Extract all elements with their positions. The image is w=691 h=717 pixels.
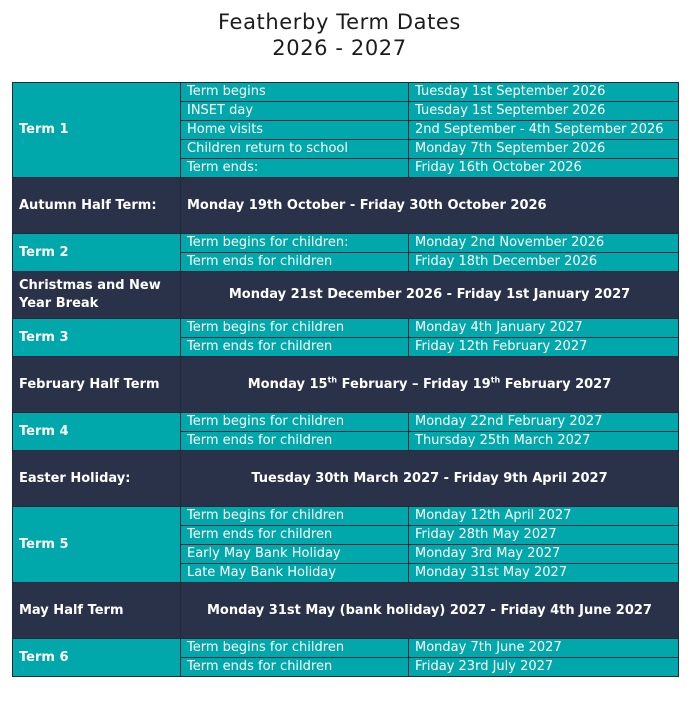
event-cell: Term ends for children bbox=[181, 432, 409, 451]
date-cell: Monday 22nd February 2027 bbox=[409, 413, 679, 432]
holiday-label: Autumn Half Term: bbox=[13, 178, 181, 234]
event-cell: Term ends: bbox=[181, 159, 409, 178]
table-row bbox=[13, 639, 679, 658]
event-cell: Term begins for children bbox=[181, 639, 409, 658]
holiday-label: Easter Holiday: bbox=[13, 451, 181, 507]
event-cell: Home visits bbox=[181, 121, 409, 140]
event-cell: Term begins for children: bbox=[181, 234, 409, 253]
holiday-dates bbox=[181, 357, 679, 413]
date-cell: Monday 7th September 2026 bbox=[409, 140, 679, 159]
event-cell: Term ends for children bbox=[181, 526, 409, 545]
page-header bbox=[0, 9, 679, 61]
holiday-row bbox=[13, 451, 679, 507]
date-cell: Friday 12th February 2027 bbox=[409, 338, 679, 357]
holiday-row bbox=[13, 178, 679, 234]
date-cell: Tuesday 1st September 2026 bbox=[409, 83, 679, 102]
date-cell: Monday 2nd November 2026 bbox=[409, 234, 679, 253]
term-label: Term 1 bbox=[13, 83, 181, 178]
event-cell: Term ends for children bbox=[181, 658, 409, 677]
term-label: Term 3 bbox=[13, 319, 181, 357]
table-row bbox=[13, 507, 679, 526]
event-cell: Term begins for children bbox=[181, 413, 409, 432]
term-dates-table bbox=[12, 82, 679, 677]
event-cell: Early May Bank Holiday bbox=[181, 545, 409, 564]
holiday-dates: Monday 31st May (bank holiday) 2027 - Friday 4th June 2027 bbox=[181, 583, 679, 639]
holiday-row bbox=[13, 357, 679, 413]
holiday-label: May Half Term bbox=[13, 583, 181, 639]
term-label: Term 5 bbox=[13, 507, 181, 583]
event-cell: Children return to school bbox=[181, 140, 409, 159]
page-title: Featherby Term Dates bbox=[218, 10, 461, 34]
date-cell: Friday 28th May 2027 bbox=[409, 526, 679, 545]
holiday-dates: Monday 21st December 2026 - Friday 1st January 2027 bbox=[181, 272, 679, 319]
event-cell: Late May Bank Holiday bbox=[181, 564, 409, 583]
date-cell: Monday 4th January 2027 bbox=[409, 319, 679, 338]
term-label: Term 6 bbox=[13, 639, 181, 677]
date-cell: Thursday 25th March 2027 bbox=[409, 432, 679, 451]
date-cell: Monday 3rd May 2027 bbox=[409, 545, 679, 564]
date-cell: Monday 31st May 2027 bbox=[409, 564, 679, 583]
date-cell: Friday 16th October 2026 bbox=[409, 159, 679, 178]
date-cell: Tuesday 1st September 2026 bbox=[409, 102, 679, 121]
term-label: Term 2 bbox=[13, 234, 181, 272]
date-cell: Monday 12th April 2027 bbox=[409, 507, 679, 526]
event-cell: Term begins for children bbox=[181, 319, 409, 338]
holiday-dates-part: February – Friday 19 bbox=[337, 376, 491, 392]
date-cell: Monday 7th June 2027 bbox=[409, 639, 679, 658]
date-cell: 2nd September - 4th September 2026 bbox=[409, 121, 679, 140]
term-label: Term 4 bbox=[13, 413, 181, 451]
holiday-dates-part: February 2027 bbox=[500, 376, 612, 392]
academic-year: 2026 - 2027 bbox=[272, 36, 407, 60]
table-row bbox=[13, 83, 679, 102]
event-cell: INSET day bbox=[181, 102, 409, 121]
holiday-label: February Half Term bbox=[13, 357, 181, 413]
holiday-dates: Tuesday 30th March 2027 - Friday 9th April 2027 bbox=[181, 451, 679, 507]
holiday-row bbox=[13, 583, 679, 639]
event-cell: Term begins bbox=[181, 83, 409, 102]
table-row bbox=[13, 413, 679, 432]
holiday-dates: Monday 19th October - Friday 30th October 2026 bbox=[181, 178, 679, 234]
holiday-row bbox=[13, 272, 679, 319]
table-row bbox=[13, 234, 679, 253]
ordinal-suffix: th bbox=[327, 375, 338, 385]
event-cell: Term begins for children bbox=[181, 507, 409, 526]
table-row bbox=[13, 319, 679, 338]
event-cell: Term ends for children bbox=[181, 338, 409, 357]
ordinal-suffix: th bbox=[490, 375, 501, 385]
date-cell: Friday 18th December 2026 bbox=[409, 253, 679, 272]
event-cell: Term ends for children bbox=[181, 253, 409, 272]
holiday-dates-part: Monday 15 bbox=[247, 376, 328, 392]
holiday-label: Christmas and New Year Break bbox=[13, 272, 181, 319]
date-cell: Friday 23rd July 2027 bbox=[409, 658, 679, 677]
